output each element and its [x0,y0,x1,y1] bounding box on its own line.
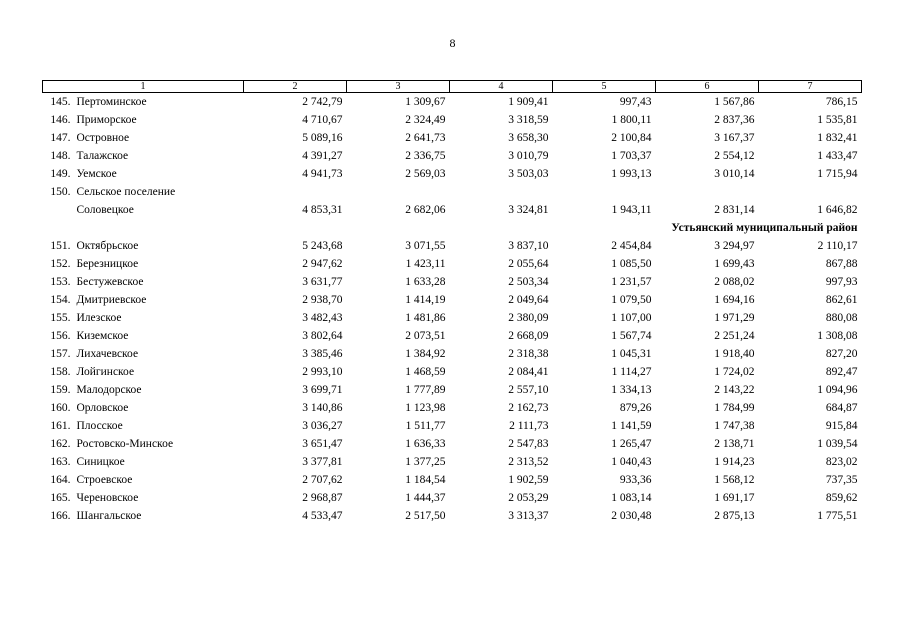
value-cell: 3 377,81 [302,456,343,468]
row-number: 149. [50,168,71,180]
table-row [43,399,862,417]
settlement-cell [43,363,244,381]
value-cell: 892,47 [825,366,858,378]
settlement-cell [43,291,244,309]
column-header: 2 [244,81,347,93]
settlement-name: Березницкое [76,258,139,270]
row-number: 164. [50,474,71,486]
row-number: 166. [50,510,71,522]
value-cell: 3 294,97 [714,240,755,252]
value-cell: 823,02 [825,456,858,468]
table-row [43,345,862,363]
value-cell: 3 503,03 [508,168,549,180]
settlement-cell [43,255,244,273]
value-cell: 4 391,27 [302,150,343,162]
settlement-cell [43,273,244,291]
row-number: 147. [50,132,71,144]
table-row [43,165,862,183]
value-cell: 2 454,84 [611,240,652,252]
value-cell: 1 568,12 [714,474,755,486]
value-cell: 880,08 [825,312,858,324]
row-number: 150. [50,186,71,198]
value-cell: 1 107,00 [611,312,652,324]
settlement-cell [43,507,244,525]
value-cell: 3 324,81 [508,204,549,216]
value-cell: 1 377,25 [405,456,446,468]
table-row [43,183,862,219]
value-cell: 2 641,73 [405,132,446,144]
settlement-cell [43,435,244,453]
value-cell: 867,88 [825,258,858,270]
settlement-name: Островное [76,132,130,144]
value-cell: 1 414,19 [405,294,446,306]
value-cell: 2 143,22 [714,384,755,396]
value-cell: 1 085,50 [611,258,652,270]
value-cell: 1 039,54 [817,438,858,450]
value-cell: 1 909,41 [508,96,549,108]
settlement-name-line1: Сельское поселение [76,186,176,198]
value-cell: 3 313,37 [508,510,549,522]
value-cell: 1 334,13 [611,384,652,396]
settlement-cell [43,165,244,183]
value-cell: 1 083,14 [611,492,652,504]
table-row [43,363,862,381]
row-number: 157. [50,348,71,360]
row-number: 152. [50,258,71,270]
settlement-cell [43,129,244,147]
value-cell: 997,43 [619,96,652,108]
value-cell: 1 724,02 [714,366,755,378]
value-cell: 1 943,11 [611,204,652,216]
column-header: 3 [347,81,450,93]
page-number: 8 [449,36,456,50]
column-header: 6 [656,81,759,93]
value-cell: 1 511,77 [405,420,446,432]
column-header: 7 [759,81,862,93]
value-cell: 2 324,49 [405,114,446,126]
value-cell: 2 073,51 [405,330,446,342]
value-cell: 3 010,79 [508,150,549,162]
value-cell: 786,15 [825,96,858,108]
settlement-name: Лихачевское [76,348,139,360]
table-row [43,471,862,489]
value-cell: 2 251,24 [714,330,755,342]
settlement-name: Лойгинское [76,366,135,378]
table-row [43,453,862,471]
value-cell: 5 089,16 [302,132,343,144]
value-cell: 1 703,37 [611,150,652,162]
value-cell: 4 853,31 [302,204,343,216]
value-cell: 1 123,98 [405,402,446,414]
value-cell: 2 100,84 [611,132,652,144]
row-number: 158. [50,366,71,378]
settlement-cell [43,453,244,471]
value-cell: 2 668,09 [508,330,549,342]
settlement-cell [43,381,244,399]
value-cell: 3 010,14 [714,168,755,180]
table-row [43,309,862,327]
value-cell: 915,84 [825,420,858,432]
table-row [43,435,862,453]
district-title: Устьянский муниципальный район [671,222,858,234]
value-cell: 2 742,79 [302,96,343,108]
value-cell: 5 243,68 [302,240,343,252]
settlement-name: Малодорское [76,384,142,396]
column-header: 1 [43,81,244,93]
value-cell: 827,20 [825,348,858,360]
value-cell: 2 968,87 [302,492,343,504]
value-cell: 2 707,62 [302,474,343,486]
value-cell: 1 141,59 [611,420,652,432]
value-cell: 1 423,11 [405,258,446,270]
value-cell: 2 554,12 [714,150,755,162]
value-cell: 1 535,81 [817,114,858,126]
value-cell: 1 045,31 [611,348,652,360]
value-cell: 3 036,27 [302,420,343,432]
value-cell: 1 918,40 [714,348,755,360]
value-cell: 862,61 [825,294,858,306]
column-header: 5 [553,81,656,93]
settlement-cell [43,183,244,219]
value-cell: 2 837,36 [714,114,755,126]
value-cell: 2 336,75 [405,150,446,162]
value-cell: 1 433,47 [817,150,858,162]
value-cell: 737,35 [825,474,858,486]
row-number: 151. [50,240,71,252]
value-cell: 2 557,10 [508,384,549,396]
value-cell: 3 140,86 [302,402,343,414]
section-header-row [43,219,862,237]
row-number: 163. [50,456,71,468]
value-cell: 2 111,73 [509,420,549,432]
value-cell: 1 308,08 [817,330,858,342]
settlement-name: Октябрьское [76,240,139,252]
table-row [43,93,862,112]
value-cell: 1 094,96 [817,384,858,396]
value-cell: 2 088,02 [714,276,755,288]
table-row [43,255,862,273]
value-cell: 684,87 [825,402,858,414]
column-header: 4 [450,81,553,93]
value-cell: 1 646,82 [817,204,858,216]
settlement-cell [43,489,244,507]
value-cell: 3 837,10 [508,240,549,252]
settlement-cell [43,93,244,112]
table-row [43,417,862,435]
value-cell: 1 800,11 [611,114,652,126]
table-row [43,381,862,399]
value-cell: 2 993,10 [302,366,343,378]
table-row [43,147,862,165]
row-number: 161. [50,420,71,432]
settlement-name: Приморское [76,114,137,126]
value-cell: 2 313,52 [508,456,549,468]
settlement-cell [43,399,244,417]
value-cell: 2 049,64 [508,294,549,306]
value-cell: 2 938,70 [302,294,343,306]
settlement-cell [43,147,244,165]
settlement-name: Уемское [76,168,117,180]
settlement-name: Илезское [76,312,122,324]
table-row [43,291,862,309]
value-cell: 2 569,03 [405,168,446,180]
value-cell: 2 053,29 [508,492,549,504]
table-row [43,111,862,129]
table-row [43,237,862,255]
value-cell: 3 482,43 [302,312,343,324]
settlement-cell [43,471,244,489]
value-cell: 3 167,37 [714,132,755,144]
value-cell: 2 055,64 [508,258,549,270]
settlement-name: Строевское [76,474,133,486]
settlement-name: Киземское [76,330,129,342]
value-cell: 1 775,51 [817,510,858,522]
value-cell: 3 699,71 [302,384,343,396]
value-cell: 1 636,33 [405,438,446,450]
row-number: 154. [50,294,71,306]
value-cell: 1 567,86 [714,96,755,108]
row-number: 156. [50,330,71,342]
settlement-name: Бестужевское [76,276,144,288]
value-cell: 1 468,59 [405,366,446,378]
value-cell: 3 658,30 [508,132,549,144]
settlement-name: Шангальское [76,510,142,522]
value-cell: 879,26 [619,402,652,414]
value-cell: 2 030,48 [611,510,652,522]
value-cell: 1 184,54 [405,474,446,486]
settlement-name: Череновское [76,492,139,504]
value-cell: 1 777,89 [405,384,446,396]
data-table [42,80,862,525]
value-cell: 2 682,06 [405,204,446,216]
value-cell: 997,93 [825,276,858,288]
row-number: 146. [50,114,71,126]
value-cell: 2 547,83 [508,438,549,450]
value-cell: 2 110,17 [817,240,858,252]
value-cell: 1 567,74 [611,330,652,342]
value-cell: 3 318,59 [508,114,549,126]
value-cell: 1 914,23 [714,456,755,468]
value-cell: 1 715,94 [817,168,858,180]
table-row [43,489,862,507]
table-row [43,273,862,291]
value-cell: 3 071,55 [405,240,446,252]
settlement-name: Дмитриевское [76,294,147,306]
value-cell: 1 309,67 [405,96,446,108]
row-number: 165. [50,492,71,504]
value-cell: 2 162,73 [508,402,549,414]
value-cell: 3 802,64 [302,330,343,342]
settlement-cell [43,327,244,345]
value-cell: 2 875,13 [714,510,755,522]
settlement-name: Плосское [76,420,123,432]
value-cell: 1 699,43 [714,258,755,270]
row-number: 145. [50,96,71,108]
value-cell: 1 079,50 [611,294,652,306]
value-cell: 2 138,71 [714,438,755,450]
value-cell: 1 114,27 [611,366,652,378]
value-cell: 1 832,41 [817,132,858,144]
value-cell: 933,36 [619,474,652,486]
value-cell: 1 971,29 [714,312,755,324]
table-row [43,327,862,345]
row-number: 160. [50,402,71,414]
value-cell: 1 444,37 [405,492,446,504]
table-row [43,129,862,147]
value-cell: 1 384,92 [405,348,446,360]
value-cell: 2 517,50 [405,510,446,522]
value-cell: 1 993,13 [611,168,652,180]
value-cell: 1 902,59 [508,474,549,486]
header-row [43,81,862,93]
settlement-cell [43,417,244,435]
row-number: 155. [50,312,71,324]
settlement-name: Ростовско-Минское [76,438,174,450]
row-number: 162. [50,438,71,450]
value-cell: 2 503,34 [508,276,549,288]
value-cell: 1 040,43 [611,456,652,468]
settlement-cell [43,309,244,327]
value-cell: 1 694,16 [714,294,755,306]
value-cell: 2 831,14 [714,204,755,216]
value-cell: 1 747,38 [714,420,755,432]
value-cell: 4 533,47 [302,510,343,522]
value-cell: 3 385,46 [302,348,343,360]
value-cell: 1 231,57 [611,276,652,288]
settlement-name: Орловское [76,402,129,414]
settlement-cell [43,237,244,255]
value-cell: 3 651,47 [302,438,343,450]
value-cell: 1 633,28 [405,276,446,288]
settlement-cell [43,111,244,129]
value-cell: 2 318,38 [508,348,549,360]
value-cell: 4 710,67 [302,114,343,126]
value-cell: 1 265,47 [611,438,652,450]
settlement-name: Синицкое [76,456,125,468]
value-cell: 2 947,62 [302,258,343,270]
value-cell: 1 481,86 [405,312,446,324]
row-number: 159. [50,384,71,396]
settlement-cell [43,345,244,363]
table-row [43,507,862,525]
value-cell: 1 691,17 [714,492,755,504]
value-cell: 1 784,99 [714,402,755,414]
value-cell: 3 631,77 [302,276,343,288]
row-number: 148. [50,150,71,162]
settlement-name: Пертоминское [76,96,147,108]
row-number: 153. [50,276,71,288]
value-cell: 2 380,09 [508,312,549,324]
settlement-name-line2: Соловецкое [76,204,134,216]
settlement-name: Талажское [76,150,129,162]
value-cell: 2 084,41 [508,366,549,378]
value-cell: 4 941,73 [302,168,343,180]
value-cell: 859,62 [825,492,858,504]
